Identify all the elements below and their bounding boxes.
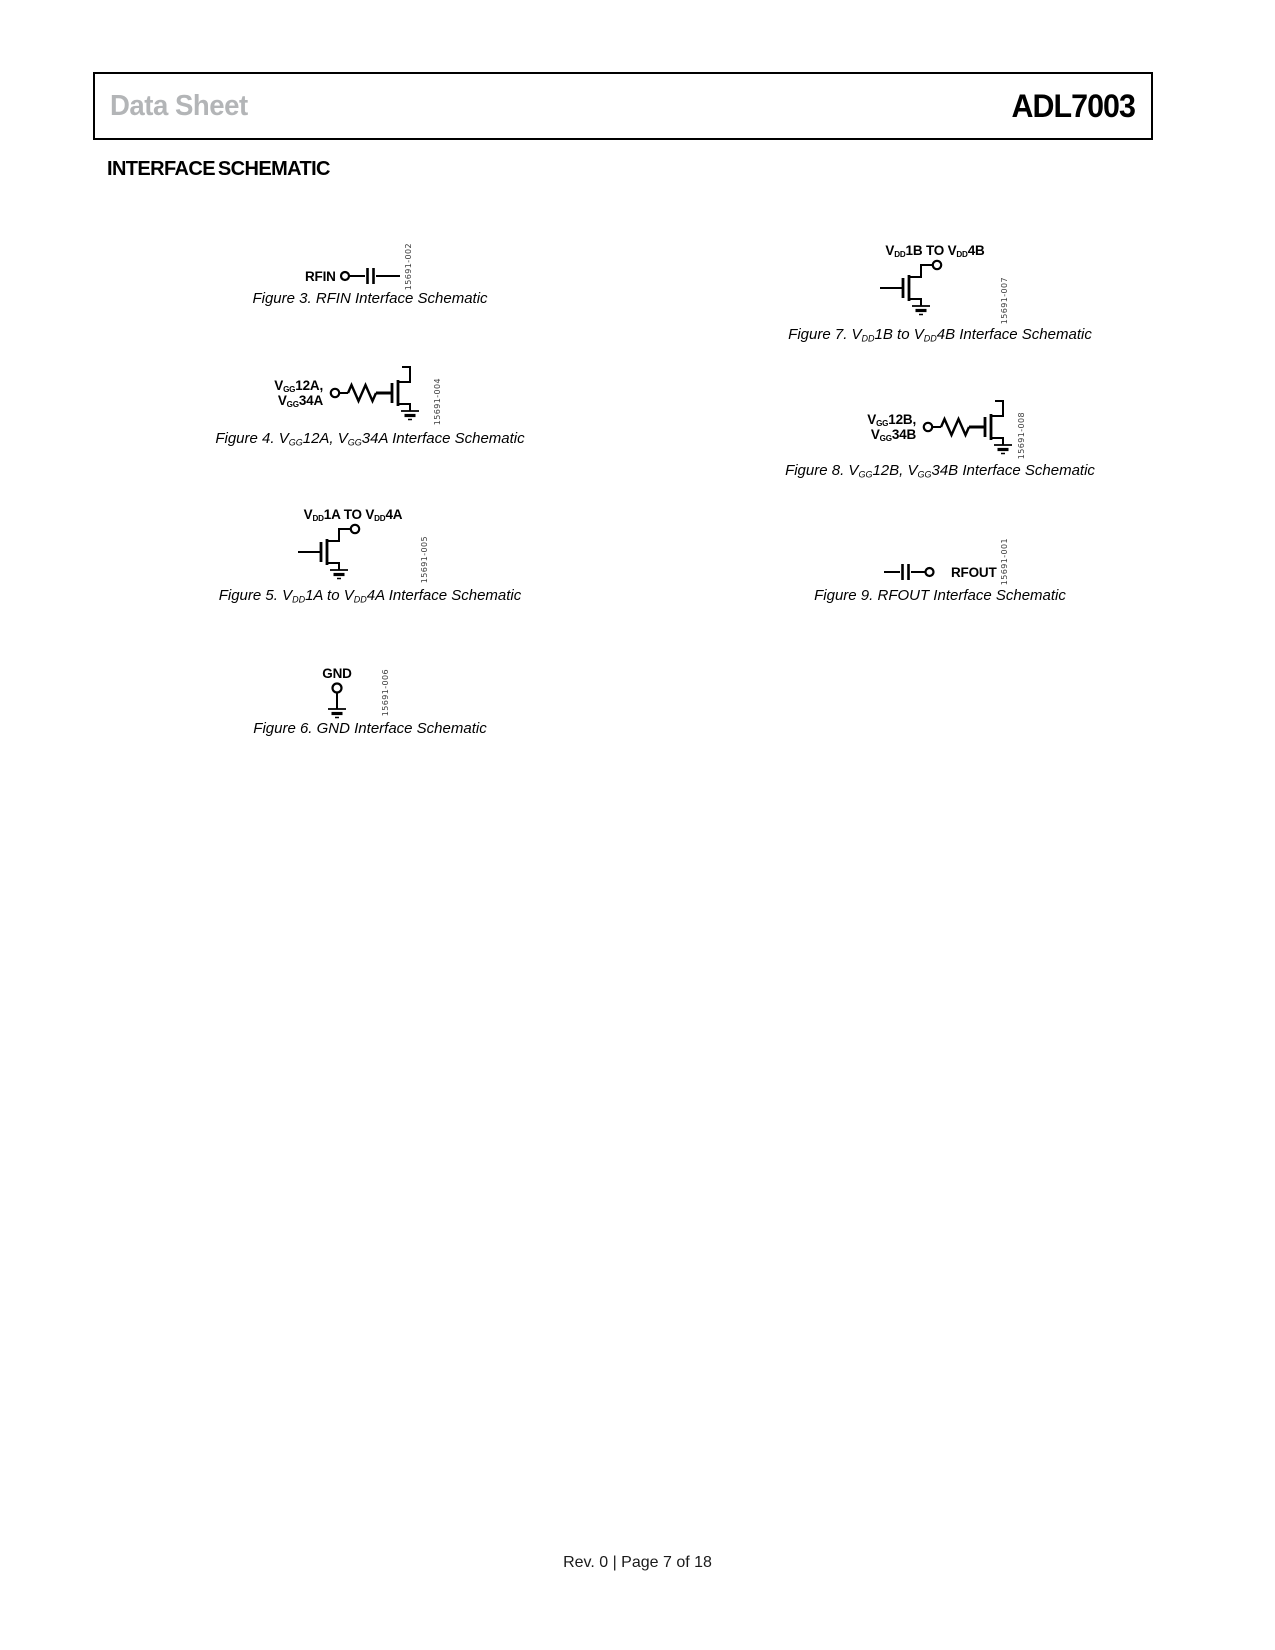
figure-9-schematic	[883, 561, 997, 583]
figure-7-caption: Figure 7. $V_{DD}1B$ to $V_{DD}4B$ Interface Schematic	[788, 326, 1092, 344]
figure-id: 15691-006	[381, 669, 390, 717]
rfout-schematic-svg	[883, 561, 949, 583]
figure-5-schematic	[291, 507, 415, 581]
terminal-circle	[351, 525, 359, 533]
resistor-symbol	[348, 385, 376, 401]
vgg-b-schematic-svg	[920, 393, 1054, 460]
figure-9-caption: Figure 9. RFOUT Interface Schematic	[814, 587, 1066, 604]
terminal-circle	[333, 684, 342, 693]
figure-id: 15691-008	[1017, 412, 1026, 460]
capacitor-symbol	[903, 564, 909, 580]
ground-symbol	[401, 411, 419, 420]
terminal-circle	[924, 423, 932, 431]
figure-6-caption: Figure 6. GND Interface Schematic	[253, 720, 487, 737]
pin-label-vgg-a: $V_{GG}12A$, $V_{GG}34A$	[274, 378, 323, 410]
terminal-circle	[331, 389, 339, 397]
figure-id: 15691-004	[433, 378, 442, 426]
ground-symbol	[328, 709, 346, 718]
pin-label-rfout: RFOUT	[951, 564, 997, 580]
figure-5-caption: Figure 5. $V_{DD}1A$ to $V_{DD}4A$ Interface Schematic	[218, 587, 522, 605]
ground-symbol	[912, 306, 930, 315]
ground-symbol	[994, 445, 1012, 454]
pin-label-rfin: RFIN	[305, 268, 336, 284]
figure-4-caption: Figure 4. $V_{GG}12A$, $V_{GG}34A$ Interface Schematic	[215, 430, 525, 448]
fet-symbol	[392, 367, 410, 411]
figure-id: 15691-002	[404, 243, 413, 291]
resistor-symbol	[941, 419, 969, 435]
figure-id: 15691-001	[1000, 538, 1009, 586]
gnd-schematic-svg	[315, 682, 359, 722]
terminal-circle	[341, 272, 349, 280]
page-footer: Rev. 0 | Page 7 of 18	[563, 1554, 712, 1571]
pin-label-gnd: GND	[322, 666, 352, 681]
figure-id: 15691-007	[1000, 277, 1009, 325]
figure-8-schematic	[860, 393, 1060, 459]
figure-8-caption: Figure 8. $V_{GG}12B$, $V_{GG}34B$ Interface Schematic	[785, 462, 1095, 480]
terminal-circle	[926, 568, 934, 576]
fet-symbol	[880, 275, 921, 306]
part-number: ADL7003	[1011, 87, 1135, 124]
vdd-b-schematic-svg	[875, 259, 995, 317]
pin-label-vdd-a: $V_{DD}1A$ TO $V_{DD}4A$	[303, 507, 403, 524]
section-title: INTERFACE SCHEMATIC	[107, 158, 330, 180]
header-box	[93, 72, 1153, 140]
figure-6-schematic	[315, 666, 359, 722]
doc-type-label: Data Sheet	[110, 89, 248, 122]
figure-id: 15691-005	[420, 536, 429, 584]
vdd-a-schematic-svg	[293, 523, 413, 581]
capacitor-symbol	[367, 268, 373, 284]
fet-symbol	[298, 539, 339, 570]
figure-3-caption: Figure 3. RFIN Interface Schematic	[252, 290, 488, 307]
pin-label-vgg-b: $V_{GG}12B$, $V_{GG}34B$	[867, 412, 916, 444]
pin-label-vdd-b: $V_{DD}1B$ TO $V_{DD}4B$	[885, 243, 985, 260]
fet-symbol	[985, 401, 1003, 445]
ground-symbol	[330, 570, 348, 579]
terminal-circle	[933, 261, 941, 269]
figure-7-schematic	[873, 243, 997, 317]
